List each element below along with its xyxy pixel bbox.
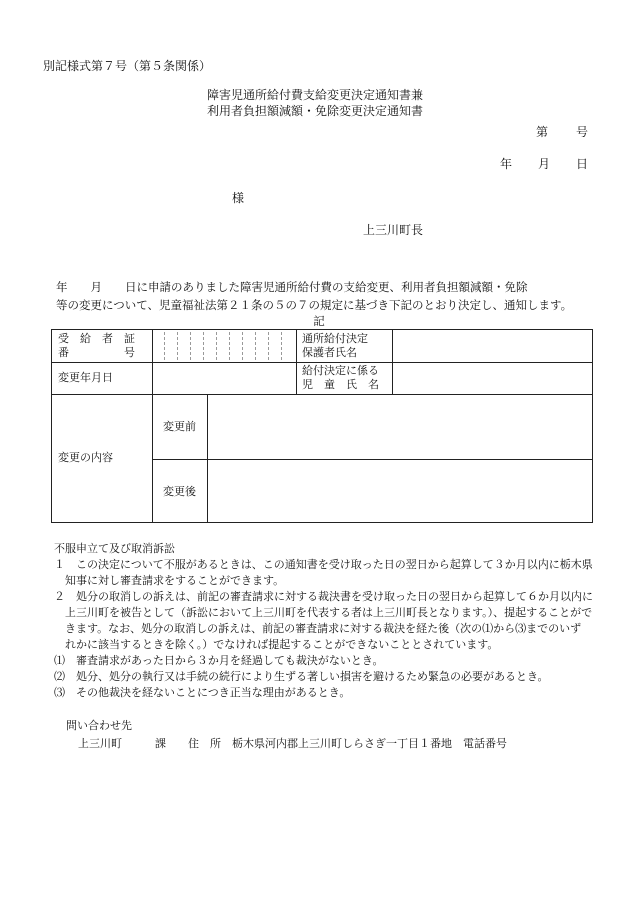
cert-number-label-1: 受 給 者 証 xyxy=(58,332,135,345)
notes-line: きます。なお、処分の取消しの訴えは、前記の審査請求に対する裁決を経た後（次の⑴から⑶までのいず xyxy=(54,622,582,635)
child-name-label-2: 児 童 氏 名 xyxy=(302,378,379,391)
document-title-line-2: 利用者負担額減額・免除変更決定通知書 xyxy=(206,104,423,118)
notes-line: １ この決定について不服があるときは、この通知書を受け取った日の翌日から起算して３か月以内に栃木県 xyxy=(54,558,593,571)
contact-details: 上三川町 課 住 所 栃木県河内郡上三川町しらさぎ一丁目１番地 電話番号 xyxy=(78,737,507,750)
cert-digit-divider xyxy=(190,332,191,360)
notes-line: ⑶ その他裁決を経ないことにつき正当な理由があるとき。 xyxy=(54,686,351,699)
doc-number-go: 号 xyxy=(575,125,588,139)
table-col-divider xyxy=(152,330,153,522)
body-text-line-2: 等の変更について、児童福祉法第２１条の５の７の規定に基づき下記のとおり決定し、通知します。 xyxy=(56,298,573,312)
cert-digit-divider xyxy=(229,332,230,360)
appeal-notes xyxy=(54,541,593,701)
guardian-label-1: 通所給付決定 xyxy=(302,332,368,345)
cert-digit-divider xyxy=(216,332,217,360)
notes-line: 知事に対し審査請求をすることができます。 xyxy=(54,574,285,587)
notes-heading: 不服申立て及び取消訴訟 xyxy=(54,542,175,555)
cert-digit-divider xyxy=(255,332,256,360)
recipient-honorific: 様 xyxy=(232,191,245,205)
change-date-label: 変更年月日 xyxy=(58,371,113,384)
ki-mark: 記 xyxy=(313,314,325,328)
before-change-label: 変更前 xyxy=(163,420,196,433)
cert-digit-divider xyxy=(242,332,243,360)
table-row-divider xyxy=(52,394,592,395)
notes-line: ２ 処分の取消しの訴えは、前記の審査請求に対する裁決書を受け取った日の翌日から起算して６か月以内に xyxy=(54,590,593,603)
cert-digit-divider xyxy=(164,332,165,360)
cert-number-label-2: 番 号 xyxy=(58,346,135,359)
table-col-divider xyxy=(207,394,208,522)
notes-line: 上三川町を被告として（訴訟において上三川町を代表する者は上三川町長となります。）、提起することがで xyxy=(54,606,593,619)
notes-line: ⑴ 審査請求があった日から３か月を経過しても裁決がないとき。 xyxy=(54,654,384,667)
table-col-divider xyxy=(296,330,297,394)
form-label: 別記様式第７号（第５条関係） xyxy=(43,59,212,73)
table-row-divider xyxy=(152,459,592,460)
document-number xyxy=(536,124,588,140)
table-row-divider xyxy=(52,362,592,363)
notes-line: ⑵ 処分、処分の執行又は手続の続行により生ずる著しい損害を避けるため緊急の必要があるとき。 xyxy=(54,670,549,683)
contact-heading: 問い合わせ先 xyxy=(66,719,132,732)
doc-number-dai: 第 xyxy=(535,125,548,139)
cert-digit-divider xyxy=(268,332,269,360)
notes-line: れかに該当するときを除く。）でなければ提起することができないこととされています。 xyxy=(54,638,499,651)
child-name-label-1: 給付決定に係る xyxy=(302,364,379,377)
after-change-label: 変更後 xyxy=(163,485,196,498)
cert-digit-divider xyxy=(203,332,204,360)
guardian-label-2: 保護者氏名 xyxy=(302,346,357,359)
body-text-line-1: 年 月 日に申請のありました障害児通所給付費の支給変更、利用者負担額減額・免除 xyxy=(56,280,528,294)
cert-digit-divider xyxy=(177,332,178,360)
cert-digit-divider xyxy=(281,332,282,360)
doc-date-month: 月 xyxy=(537,157,550,171)
document-date xyxy=(500,156,588,172)
doc-date-day: 日 xyxy=(575,157,588,171)
table-col-divider xyxy=(392,330,393,394)
doc-date-year: 年 xyxy=(499,157,512,171)
document-title-line-1: 障害児通所給付費支給変更決定通知書兼 xyxy=(206,88,423,102)
decision-table xyxy=(51,329,593,523)
change-content-label: 変更の内容 xyxy=(58,451,113,464)
issuer-name: 上三川町長 xyxy=(363,223,424,237)
